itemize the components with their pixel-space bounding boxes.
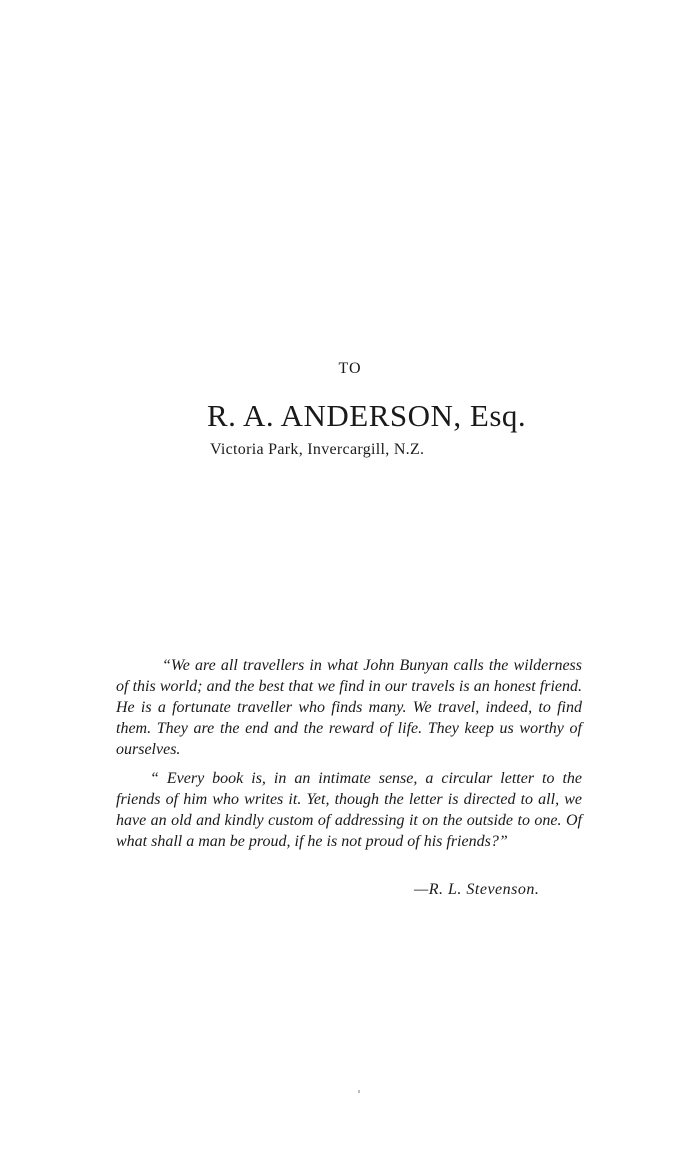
page-speck <box>358 1090 360 1093</box>
quote-attribution: —R. L. Stevenson. <box>414 881 540 898</box>
quote-paragraph: “We are all travellers in what John Bunyan calls the wilderness of this world; and the best that we find in our travels is an honest friend. He is a fortunate traveller who finds many. We travel, indeed, to find them. They are the end and the reward of life. They keep us worthy of ourselves. <box>116 657 582 758</box>
dedication-to: TO <box>338 360 362 377</box>
epigraph-quote <box>116 655 582 852</box>
dedicatee-name: R. A. ANDERSON, Esq. <box>207 398 527 433</box>
dedicatee-address: Victoria Park, Invercargill, N.Z. <box>210 441 425 458</box>
quote-paragraph: “ Every book is, in an intimate sense, a circular letter to the friends of him who writes it. Yet, though the letter is directed to all, we have an old and kindly custom of addressing it on the outside to one. Of what shall a man be proud, if he is not proud of his friends?” <box>116 770 582 850</box>
